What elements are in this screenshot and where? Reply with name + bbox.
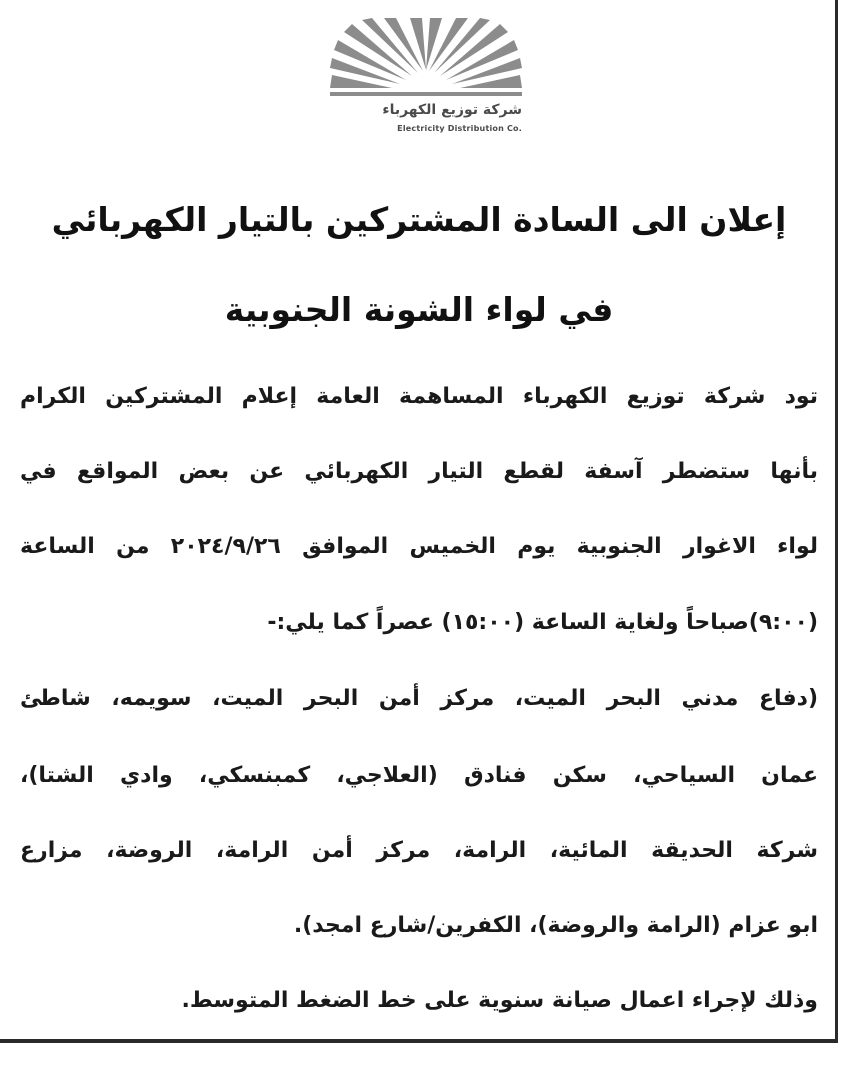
company-logo [330,18,522,140]
body-line-5: (دفاع مدني البحر الميت، مركز أمن البحر الميت، سويمه، شاطئ [20,686,818,711]
body-line-3: لواء الاغوار الجنوبية يوم الخميس الموافق ٢٠٢٤/٩/٢٦ من الساعة [20,534,818,559]
body-line-8: ابو عزام (الرامة والروضة)، الكفرين/شارع امجد). [293,913,818,938]
body-line-6: عمان السياحي، سكن فنادق (العلاجي، كمبنسكي، وادي الشتا)، [20,763,818,788]
body-line-4: (٩:٠٠)صباحاً ولغاية الساعة (١٥:٠٠) عصراً كما يلي:- [267,610,818,635]
body-line-9: وذلك لإجراء اعمال صيانة سنوية على خط الضغط المتوسط. [181,988,818,1013]
body-line-2: بأنها ستضطر آسفة لقطع التيار الكهربائي عن بعض المواقع في [20,459,818,484]
announcement-title-line-1: إعلان الى السادة المشتركين بالتيار الكهربائي [51,200,787,239]
announcement-title-line-2: في لواء الشونة الجنوبية [224,290,614,329]
sunburst-logo-icon [330,18,522,102]
body-line-1: تود شركة توزيع الكهرباء المساهمة العامة إعلام المشتركين الكرام [20,384,818,409]
logo-arabic-name: شركة توزيع الكهرباء [382,102,522,118]
body-line-7: شركة الحديقة المائية، الرامة، مركز أمن الرامة، الروضة، مزارع [20,838,818,863]
logo-english-name: Electricity Distribution Co. [397,124,522,133]
